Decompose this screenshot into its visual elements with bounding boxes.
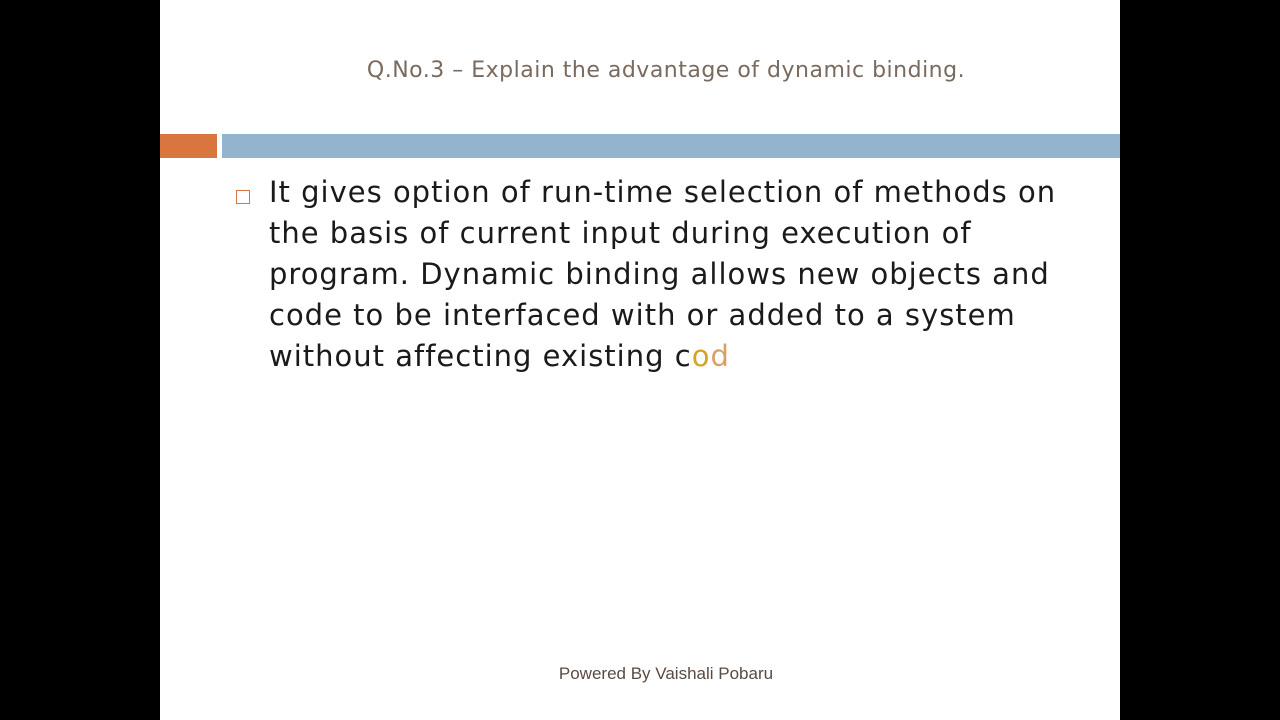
slide xyxy=(160,0,1120,720)
accent-bar-blue xyxy=(222,134,1120,158)
bullet-text-fade-1: o xyxy=(691,339,711,373)
slide-title: Q.No.3 – Explain the advantage of dynamic binding. xyxy=(366,58,966,83)
bullet-text-main: It gives option of run-time selection of methods on the basis of current input during execution of program. Dynamic binding allows new objects and code to be interfaced with or added to a system without affecting existing c xyxy=(269,175,1057,373)
bullet-text xyxy=(269,172,1089,377)
accent-bar-orange xyxy=(160,134,217,158)
hollow-square-bullet-icon xyxy=(236,190,250,204)
bullet-text-fade-2: d xyxy=(710,339,730,373)
footer-credit: Powered By Vaishali Pobaru xyxy=(558,664,774,683)
